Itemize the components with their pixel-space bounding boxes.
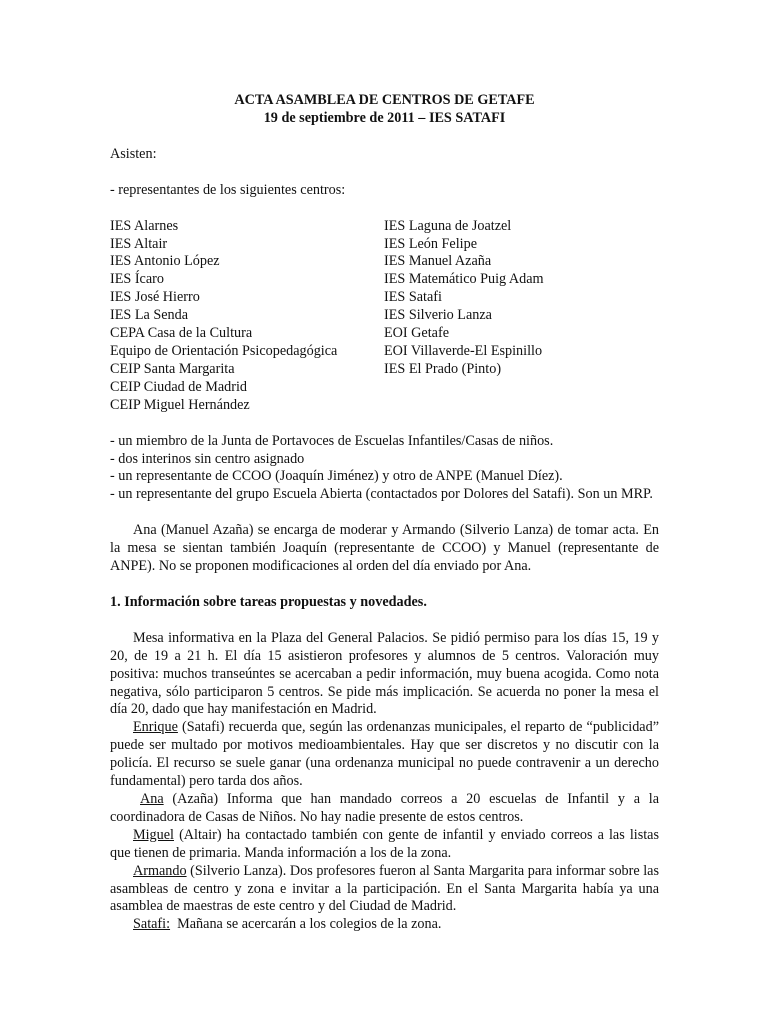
attendance-label: Asisten:: [110, 145, 157, 162]
center-item: CEIP Santa Margarita: [110, 360, 235, 377]
center-item: CEIP Ciudad de Madrid: [110, 378, 247, 395]
centers-list: [110, 218, 659, 415]
speaker-text: (Silverio Lanza). Dos profesores fueron al Santa Margarita para informar sobre las asambleas de centro y zona e invitar a la participación. En el Santa Margarita había ya una asamblea de maestras de este centro y del Ciudad de Madrid.: [110, 862, 659, 915]
center-item: IES Altair: [110, 235, 168, 252]
speaker-paragraph: [110, 827, 659, 863]
document-page: [110, 92, 659, 934]
speaker-text: (Azaña) Informa que han mandado correos a 20 escuelas de Infantil y a la coordinadora de Casas de Niños. No hay nadie presente de estos centros.: [110, 791, 659, 825]
document-subtitle: 19 de septiembre de 2011 – IES SATAFI: [263, 109, 506, 126]
speaker-name: Satafi:: [133, 916, 171, 933]
attendance-intro: - representantes de los siguientes centros:: [110, 181, 346, 198]
center-item: Equipo de Orientación Psicopedagógica: [110, 342, 338, 359]
centers-left-column: [110, 218, 384, 415]
document-title: ACTA ASAMBLEA DE CENTROS DE GETAFE: [234, 92, 535, 108]
center-item: EOI Villaverde-El Espinillo: [384, 342, 543, 359]
centers-right-column: [384, 218, 659, 415]
center-item: IES Matemático Puig Adam: [384, 271, 544, 288]
center-item: IES Laguna de Joatzel: [384, 217, 512, 234]
speaker-paragraph: [110, 791, 659, 827]
speaker-text: Mañana se acercarán a los colegios de la zona.: [170, 916, 442, 933]
center-item: IES Manuel Azaña: [384, 253, 492, 270]
attendee-note: - un representante del grupo Escuela Abierta (contactados por Dolores del Satafi). Son un MRP.: [110, 486, 653, 503]
speaker-paragraph: [110, 719, 659, 791]
attendee-note: - dos interinos sin centro asignado: [110, 450, 305, 467]
center-item: IES El Prado (Pinto): [384, 360, 502, 377]
center-item: CEPA Casa de la Cultura: [110, 325, 253, 342]
center-item: IES León Felipe: [384, 235, 477, 252]
speaker-paragraph: [110, 863, 659, 917]
center-item: IES La Senda: [110, 307, 189, 324]
speaker-name: Miguel: [133, 826, 174, 843]
center-item: IES Alarnes: [110, 217, 179, 234]
center-item: IES Ícaro: [110, 271, 164, 288]
center-item: IES Silverio Lanza: [384, 307, 492, 324]
speaker-name: Ana: [140, 791, 164, 807]
center-item: IES Antonio López: [110, 253, 220, 270]
section-paragraph: Mesa informativa en la Plaza del General Palacios. Se pidió permiso para los días 15, 19 y 20, de 19 a 21 h. El día 15 asistieron profesores y alumnos de 5 centros. Valoración muy positiva: muchos transeúntes se acercaban a pedir información, muy buena acogida. Como nota negativa, sólo participaron 5 centros. Se pide más implicación. Se acuerda no poner la mesa el día 20, dado que hay manifestación en Madrid.: [110, 629, 659, 718]
section-heading: 1. Información sobre tareas propuestas y novedades.: [110, 593, 427, 610]
attendee-note: - un representante de CCOO (Joaquín Jiménez) y otro de ANPE (Manuel Díez).: [110, 468, 563, 485]
speaker-name: Armando: [133, 862, 187, 879]
attendee-note: - un miembro de la Junta de Portavoces de Escuelas Infantiles/Casas de niños.: [110, 432, 554, 449]
center-item: EOI Getafe: [384, 325, 449, 342]
center-item: CEIP Miguel Hernández: [110, 396, 250, 413]
intro-paragraph: Ana (Manuel Azaña) se encarga de moderar y Armando (Silverio Lanza) de tomar acta. En la mesa se sientan también Joaquín (representante de CCOO) y Manuel (representante de ANPE). No se proponen modificaciones al orden del día enviado por Ana.: [110, 522, 659, 575]
speaker-text: (Altair) ha contactado también con gente de infantil y enviado correos a las listas que tienen de primaria. Manda información a los de la zona.: [110, 826, 659, 861]
speaker-name: Enrique: [133, 719, 178, 736]
speaker-text: (Satafi) recuerda que, según las ordenanzas municipales, el reparto de “publicidad” puede ser multado por motivos medioambientales. Hay que ser discretos y no discutir con la policía. El recurso se suele ganar (una ordenanza municipal no puede contravenir a un derecho fundamental) pero tarda dos años.: [110, 719, 659, 790]
speaker-paragraph: [110, 916, 659, 934]
center-item: IES José Hierro: [110, 289, 200, 306]
center-item: IES Satafi: [384, 289, 442, 306]
